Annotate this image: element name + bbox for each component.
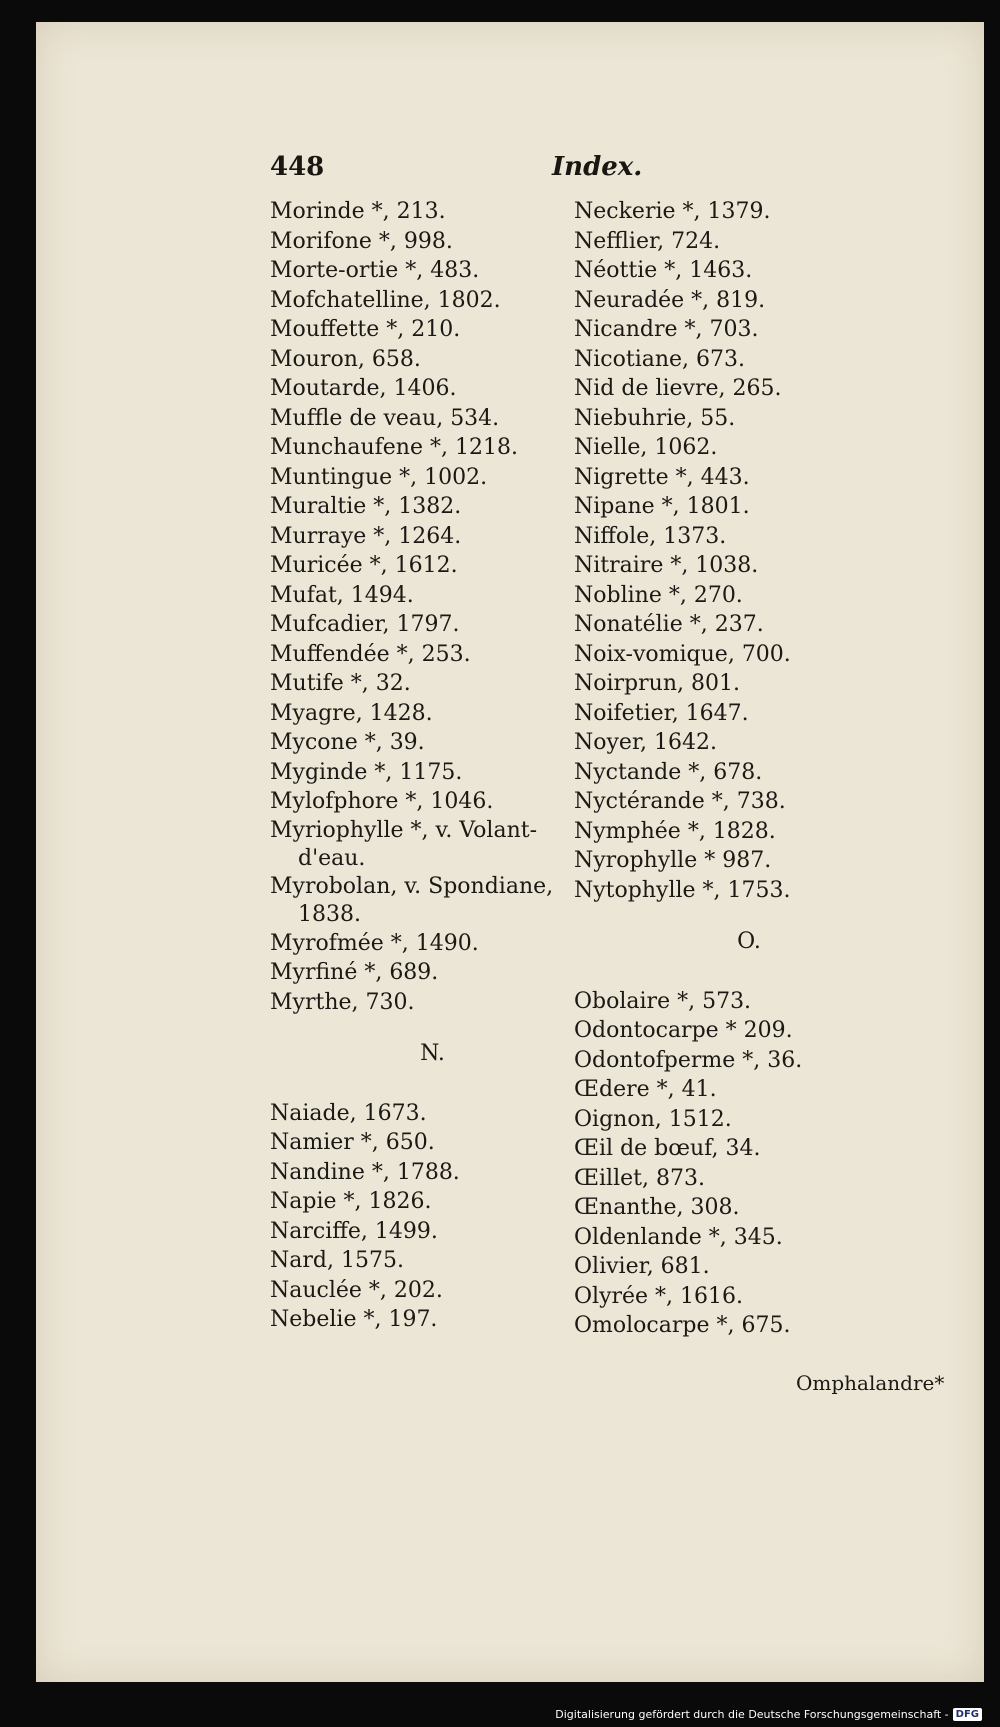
index-entry: Œil de bœuf, 34. (574, 1136, 761, 1161)
index-entry: Nid de lievre, 265. (574, 376, 782, 401)
index-entry: Nipane *, 1801. (574, 494, 750, 519)
index-entry: Mylofphore *, 1046. (270, 789, 494, 814)
index-entry: Morte-ortie *, 483. (270, 258, 480, 283)
index-entry: Œnanthe, 308. (574, 1195, 740, 1220)
entry-continuation: 1838. (298, 901, 361, 927)
digitization-footer (555, 1708, 982, 1721)
index-entry: Namier *, 650. (270, 1130, 435, 1155)
index-entry: Mycone *, 39. (270, 730, 425, 755)
index-entry: Nandine *, 1788. (270, 1159, 460, 1185)
index-entry (270, 817, 595, 873)
index-entry: Murraye *, 1264. (270, 523, 462, 549)
index-entry: Nyctérande *, 738. (574, 789, 786, 814)
index-entry: Napie *, 1826. (270, 1189, 432, 1214)
index-entry: Morifone *, 998. (270, 228, 453, 254)
index-entry: Myginde *, 1175. (270, 759, 463, 785)
index-entry: Noyer, 1642. (574, 730, 718, 755)
index-entry: Nielle, 1062. (574, 435, 718, 460)
index-entry: Nicandre *, 703. (574, 317, 759, 342)
footer-credit: Digitalisierung gefördert durch die Deutsche Forschungsgemeinschaft - (555, 1708, 949, 1721)
index-entry: Oignon, 1512. (574, 1106, 732, 1132)
entry-first-line: Myriophylle *, v. Volant- (270, 817, 538, 843)
book-page (36, 22, 984, 1682)
right-column (574, 197, 924, 1341)
page-number: 448 (270, 152, 325, 182)
index-entry: Nicotiane, 673. (574, 346, 746, 372)
index-entry: Mouffette *, 210. (270, 317, 461, 342)
index-entry: Oldenlande *, 345. (574, 1224, 783, 1250)
index-entry: Muraltie *, 1382. (270, 494, 462, 519)
index-entry: Noifetier, 1647. (574, 700, 749, 726)
index-entry: Niebuhrie, 55. (574, 405, 736, 431)
index-entry: Néottie *, 1463. (574, 258, 753, 283)
index-entry: Muffendée *, 253. (270, 641, 471, 667)
index-entry: Mufat, 1494. (270, 582, 414, 608)
index-entry: Nitraire *, 1038. (574, 553, 759, 578)
index-entry: Niffole, 1373. (574, 523, 727, 549)
index-entry: Nobline *, 270. (574, 582, 743, 608)
index-entry: Myrthe, 730. (270, 989, 415, 1015)
index-entry: Moutarde, 1406. (270, 376, 457, 401)
index-entry: Nigrette *, 443. (574, 464, 750, 490)
index-entry: Mouron, 658. (270, 346, 421, 372)
index-entry: Nard, 1575. (270, 1248, 404, 1273)
index-entry: Nebelie *, 197. (270, 1307, 438, 1332)
index-entry: Myrfiné *, 689. (270, 960, 439, 985)
index-entry: Muricée *, 1612. (270, 553, 458, 578)
index-entry: Neuradée *, 819. (574, 287, 766, 313)
section-heading-o: O. (737, 929, 761, 954)
page-header (36, 152, 984, 188)
index-entry: Nonatélie *, 237. (574, 612, 764, 637)
index-entry: Noix-vomique, 700. (574, 641, 791, 667)
index-entry: Omolocarpe *, 675. (574, 1313, 791, 1338)
running-head: Index. (552, 152, 643, 182)
index-entry: Odontocarpe * 209. (574, 1018, 793, 1043)
dfg-logo: DFG (953, 1708, 982, 1721)
index-entry: Nymphée *, 1828. (574, 818, 776, 844)
entry-first-line: Myrobolan, v. Spondiane, (270, 873, 554, 899)
entry-continuation: d'eau. (298, 845, 366, 871)
index-entry: Myagre, 1428. (270, 700, 433, 726)
index-entry: Olivier, 681. (574, 1254, 710, 1279)
index-entry: Nyctande *, 678. (574, 759, 763, 785)
index-entry: Noirprun, 801. (574, 671, 740, 696)
index-entry: Narciffe, 1499. (270, 1218, 438, 1244)
index-entry: Nefflier, 724. (574, 228, 721, 254)
index-entry: Mutife *, 32. (270, 671, 411, 696)
index-entry: Mofchatelline, 1802. (270, 287, 501, 313)
index-entry: Muffle de veau, 534. (270, 405, 500, 431)
index-entry (270, 873, 595, 929)
index-entry: Munchaufene *, 1218. (270, 435, 518, 460)
index-entry: Nytophylle *, 1753. (574, 877, 791, 903)
index-entry: Muntingue *, 1002. (270, 464, 488, 490)
index-entry: Morinde *, 213. (270, 199, 446, 224)
index-entry: Obolaire *, 573. (574, 988, 752, 1014)
index-entry: Œdere *, 41. (574, 1077, 717, 1102)
section-heading-n: N. (420, 1041, 445, 1066)
catchword: Omphalandre* (796, 1371, 945, 1395)
index-entry: Œillet, 873. (574, 1165, 705, 1191)
index-entry: Odontofperme *, 36. (574, 1047, 803, 1073)
index-entry: Nauclée *, 202. (270, 1277, 443, 1303)
index-entry: Naiade, 1673. (270, 1100, 427, 1126)
index-entry: Nyrophylle * 987. (574, 848, 772, 873)
index-entry: Myrofmée *, 1490. (270, 930, 479, 956)
index-entry: Neckerie *, 1379. (574, 199, 771, 224)
index-entry: Olyrée *, 1616. (574, 1283, 744, 1309)
left-column (270, 197, 595, 1335)
index-entry: Mufcadier, 1797. (270, 612, 460, 637)
